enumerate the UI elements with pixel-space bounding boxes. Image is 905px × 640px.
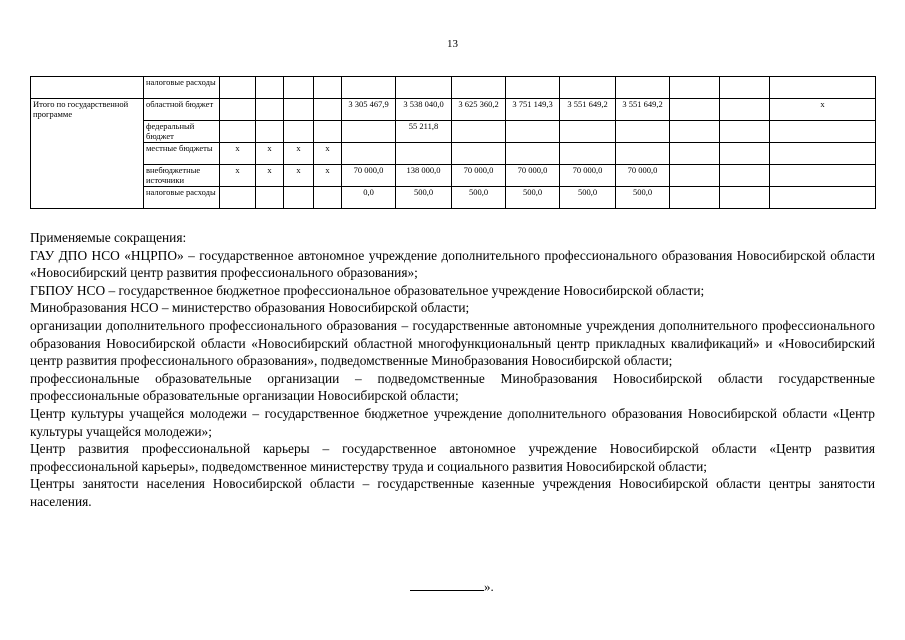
table-cell: х [770,99,876,121]
table-cell [506,77,560,99]
table-cell: 3 751 149,3 [506,99,560,121]
table-cell: 500,0 [506,187,560,209]
table-cell [506,121,560,143]
table-cell [452,143,506,165]
table-cell: х [284,165,314,187]
table-cell: 500,0 [396,187,452,209]
table-cell: 3 625 360,2 [452,99,506,121]
table-cell [452,77,506,99]
funding-source: местные бюджеты [144,143,220,165]
funding-source: федеральный бюджет [144,121,220,143]
table-cell [506,143,560,165]
table-cell [220,77,256,99]
table-cell [220,187,256,209]
table-cell [396,143,452,165]
funding-source: налоговые расходы [144,187,220,209]
signature-line [410,578,484,591]
table-cell [284,187,314,209]
table-cell: 70 000,0 [560,165,616,187]
table-cell: 500,0 [616,187,670,209]
table-row [31,99,876,121]
funding-source: областной бюджет [144,99,220,121]
table-cell [770,187,876,209]
table-cell: 500,0 [452,187,506,209]
table-cell [770,143,876,165]
table-cell [670,121,720,143]
funding-source: внебюджетные источники [144,165,220,187]
table-cell: 3 538 040,0 [396,99,452,121]
table-cell [616,121,670,143]
table-cell: х [314,165,342,187]
abbreviation-item: ГБПОУ НСО – государственное бюджетное профессиональное образовательное учреждение Новосибирской области; [30,282,705,298]
table-cell: 70 000,0 [342,165,396,187]
table-cell [342,77,396,99]
table-cell [284,121,314,143]
abbreviation-item: организации дополнительного профессионального образования – государственные автономные учреждения дополнительного профессионального образования Новосибирской области «Новосибирский областной многофункциональный центр прикладных квалификаций» и «Новосибирский центр развития профессионального образования», подведомственные Минобразования Новосибирской области; [30,317,875,369]
program-total-label: Итого по государственной программе [31,99,144,209]
abbreviations-heading: Применяемые сокращения: [30,230,187,245]
table-cell [284,99,314,121]
table-cell [770,77,876,99]
table-cell [670,187,720,209]
table-cell [560,143,616,165]
abbreviation-item: Минобразования НСО – министерство образования Новосибирской области; [30,300,470,316]
table-cell [220,121,256,143]
table-cell [314,77,342,99]
table-cell [720,187,770,209]
table-cell [342,143,396,165]
table-row [31,77,876,99]
abbreviation-item: Центр развития профессиональной карьеры – государственное автономное учреждение Новосибирской области «Центр развития профессиональной карьеры», подведомственное министерству труда и социального развития Новосибирской области; [30,441,875,474]
table-cell [452,121,506,143]
table-cell [284,77,314,99]
table-cell [720,99,770,121]
abbreviation-item: ГАУ ДПО НСО «НЦРПО» – государственное автономное учреждение дополнительного профессионального образования Новосибирской области «Новосибирский центр развития профессионального образования»; [30,247,875,281]
table-cell: х [256,143,284,165]
table-row [31,121,876,143]
table-cell: 3 551 649,2 [560,99,616,121]
table-cell: 70 000,0 [506,165,560,187]
table-cell [256,77,284,99]
table-cell [616,77,670,99]
table-cell: 500,0 [560,187,616,209]
funding-source: налоговые расходы [144,77,220,99]
table-row [31,187,876,209]
table-cell [670,143,720,165]
table-cell [256,187,284,209]
table-cell: 3 305 467,9 [342,99,396,121]
table-cell: х [220,143,256,165]
table-cell [314,99,342,121]
table-cell [770,165,876,187]
table-cell: х [314,143,342,165]
table-cell [220,99,256,121]
table-cell [314,121,342,143]
table-cell: х [284,143,314,165]
table-cell: х [220,165,256,187]
table-cell [770,121,876,143]
closing-mark [410,578,494,595]
table-cell [314,187,342,209]
budget-table [30,76,876,209]
table-cell: 70 000,0 [452,165,506,187]
table-row [31,165,876,187]
table-cell [670,165,720,187]
table-cell [342,121,396,143]
table-cell [616,143,670,165]
table-cell: 0,0 [342,187,396,209]
previous-section-cell [31,77,144,99]
table-cell: 70 000,0 [616,165,670,187]
table-cell [396,77,452,99]
table-cell [670,77,720,99]
table-cell [256,121,284,143]
abbreviation-item: Центры занятости населения Новосибирской области – государственные казенные учреждения Новосибирской области центры занятости населения. [30,476,875,509]
table-cell [720,77,770,99]
abbreviations-section [30,229,875,511]
table-cell [560,77,616,99]
table-cell [560,121,616,143]
table-cell [256,99,284,121]
table-row [31,143,876,165]
table-cell: 55 211,8 [396,121,452,143]
closing-quote: ». [484,579,494,594]
table-cell [720,121,770,143]
table-cell [720,165,770,187]
page-number: 13 [447,38,458,50]
abbreviation-item: Центр культуры учащейся молодежи – государственное бюджетное учреждение дополнительного образования Новосибирской области «Центр культуры учащейся молодежи»; [30,405,875,439]
table-cell: 3 551 649,2 [616,99,670,121]
table-cell: х [256,165,284,187]
table-cell [670,99,720,121]
table-cell: 138 000,0 [396,165,452,187]
abbreviation-item: профессиональные образовательные организации – подведомственные Минобразования Новосибирской области государственные профессиональные образовательные организации Новосибирской области; [30,370,875,404]
table-cell [720,143,770,165]
